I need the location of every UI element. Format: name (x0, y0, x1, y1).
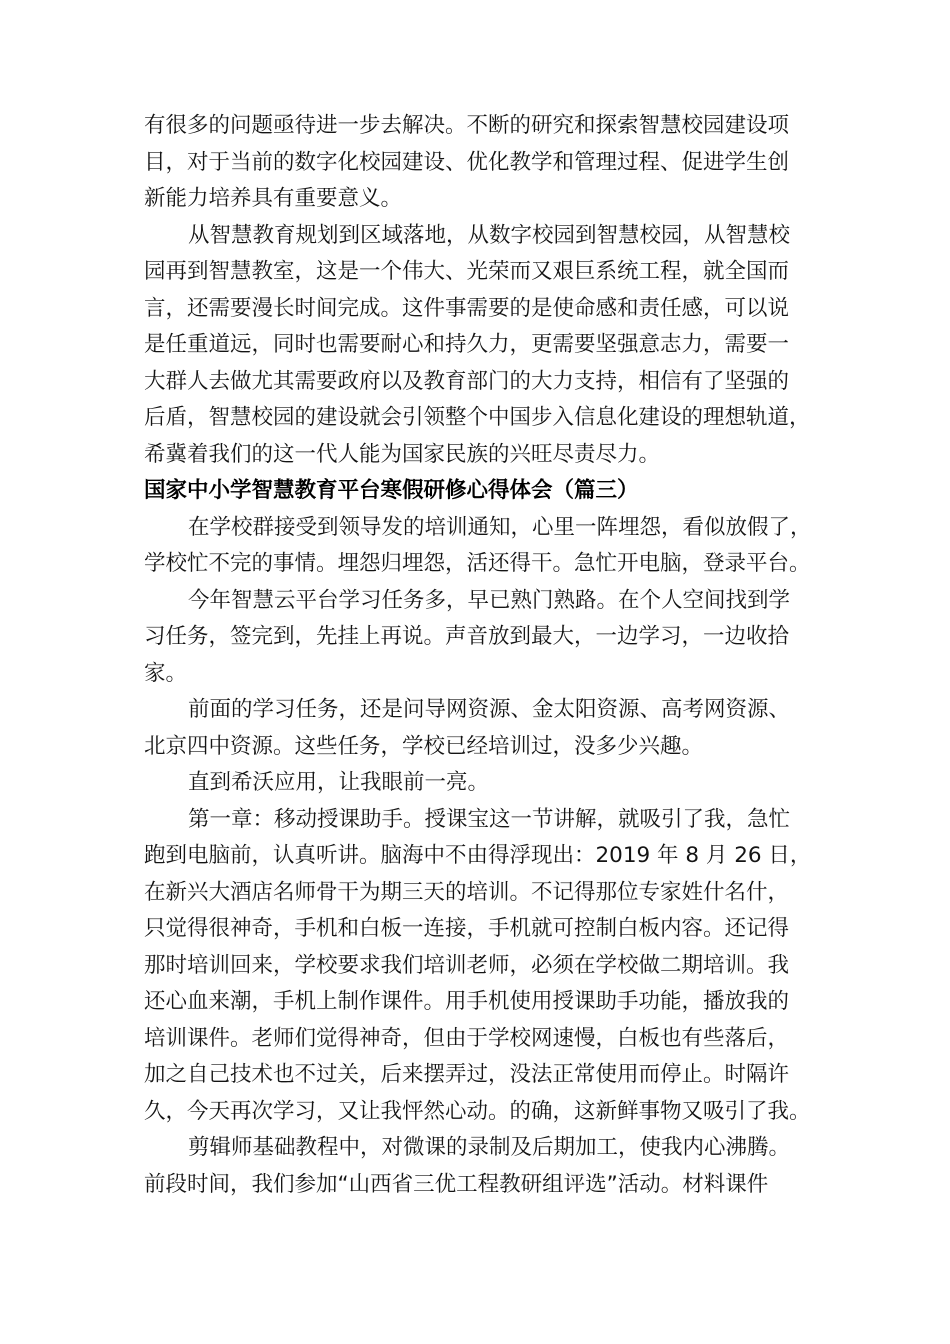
text-line: 希冀着我们的这一代人能为国家民族的兴旺尽责尽力。 (144, 441, 661, 467)
text-line: 直到希沃应用，让我眼前一亮。 (188, 770, 490, 795)
paragraph (144, 765, 834, 802)
text-line: 跑到电脑前，认真听讲。脑海中不由得浮现出：2019 年 8 月 26 日， (144, 843, 812, 868)
text-line: 习任务，签完到，先挂上再说。声音放到最大，一边学习，一边收拾 (144, 624, 790, 649)
heading-text: 国家中小学智慧教育平台寒假研修心得体会（篇三） (144, 478, 639, 503)
text-line: 言，还需要漫长时间完成。这件事需要的是使命感和责任感，可以说 (144, 295, 790, 321)
text-line: 前段时间，我们参加“山西省三优工程教研组评选”活动。材料课件 (144, 1171, 769, 1197)
text-line: 前面的学习任务，还是问导网资源、金太阳资源、高考网资源、 (188, 697, 791, 722)
paragraph (144, 510, 834, 583)
text-line: 学校忙不完的事情。埋怨归埋怨，活还得干。急忙开电脑，登录平台。 (144, 551, 811, 576)
text-line: 加之自己技术也不过关，后来摆弄过，没法正常使用而停止。时隔许 (144, 1062, 790, 1087)
text-line: 北京四中资源。这些任务，学校已经培训过，没多少兴趣。 (144, 733, 704, 759)
text-line: 还心血来潮，手机上制作课件。用手机使用授课助手功能，播放我的 (144, 989, 790, 1014)
section-heading (144, 473, 834, 510)
text-line: 目，对于当前的数字化校园建设、优化教学和管理过程、促进学生创 (144, 149, 790, 175)
text-line: 在新兴大酒店名师骨干为期三天的培训。不记得那位专家姓什名什， (144, 879, 790, 905)
text-line: 大群人去做尤其需要政府以及教育部门的大力支持，相信有了坚强的 (144, 368, 790, 394)
text-line: 只觉得很神奇，手机和白板一连接，手机就可控制白板内容。还记得 (144, 916, 790, 941)
paragraph (144, 1130, 834, 1203)
text-line: 是任重道远，同时也需要耐心和持久力，更需要坚强意志力，需要一 (144, 332, 790, 357)
text-line: 久，今天再次学习，又让我怦然心动。的确，这新鲜事物又吸引了我。 (144, 1098, 811, 1124)
paragraph (144, 802, 834, 1131)
paragraph (144, 218, 834, 474)
text-line: 后盾，智慧校园的建设就会引领整个中国步入信息化建设的理想轨道， (144, 405, 811, 430)
paragraph (144, 108, 834, 218)
text-line: 家。 (144, 660, 188, 686)
paragraph (144, 583, 834, 693)
text-line: 今年智慧云平台学习任务多，早已熟门熟路。在个人空间找到学 (188, 587, 791, 613)
text-line: 有很多的问题亟待进一步去解决。不断的研究和探索智慧校园建设项 (144, 113, 790, 138)
text-line: 从智慧教育规划到区域落地，从数字校园到智慧校园，从智慧校 (188, 222, 791, 248)
text-line: 第一章：移动授课助手。授课宝这一节讲解，就吸引了我，急忙 (188, 806, 791, 832)
text-line: 那时培训回来，学校要求我们培训老师，必须在学校做二期培训。我 (144, 952, 790, 978)
document-body (144, 108, 834, 1203)
text-line: 剪辑师基础教程中，对微课的录制及后期加工，使我内心沸腾。 (188, 1135, 791, 1160)
text-line: 园再到智慧教室，这是一个伟大、光荣而又艰巨系统工程，就全国而 (144, 259, 790, 284)
paragraph (144, 692, 834, 765)
text-line: 在学校群接受到领导发的培训通知，心里一阵埋怨，看似放假了， (188, 514, 812, 540)
text-line: 培训课件。老师们觉得神奇，但由于学校网速慢，白板也有些落后， (144, 1025, 790, 1051)
text-line: 新能力培养具有重要意义。 (144, 186, 403, 211)
